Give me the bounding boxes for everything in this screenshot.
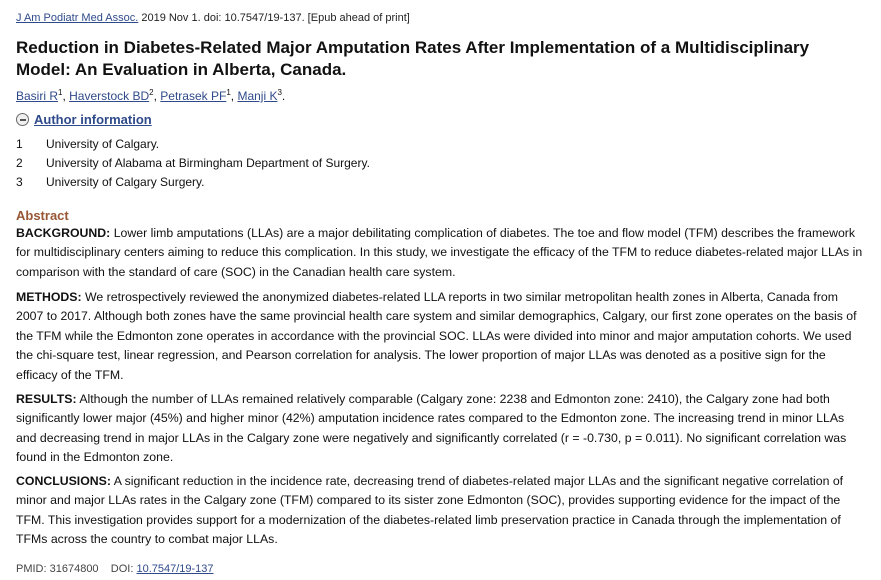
article-title: Reduction in Diabetes-Related Major Amputation Rates After Implementation of a Multidisciplinary Model: An Evaluation in Alberta, Canada. [16,38,810,79]
affiliation-item [16,173,370,192]
section-text: Lower limb amputations (LLAs) are a major debilitating complication of diabetes. The toe and flow model (TFM) describes the framework for multidisciplinary centers aiming to reduce this complication. In this study, we investigate the efficacy of the TFM to reduce diabetes-related major LLAs in comparison with the standard of care (SOC) in the Canadian health care system. [16,226,863,279]
affiliation-number: 3 [16,175,23,189]
author-link[interactable]: Haverstock BD [69,89,150,103]
journal-link[interactable]: J Am Podiatr Med Assoc. [16,12,139,24]
author-affiliation-number: 1 [226,88,231,97]
section-label: METHODS: [16,290,82,304]
affiliation-list [16,135,370,192]
abstract-background-section [16,224,866,282]
author-affiliation-number: 3 [277,88,282,97]
affiliation-number: 2 [16,156,23,170]
author-link[interactable]: Manji K [237,89,278,103]
footer-identifiers [16,563,214,575]
abstract-conclusions-section [16,472,866,550]
affiliation-text: University of Calgary Surgery. [46,175,205,189]
doi-label: DOI: [110,563,137,575]
section-text: Although the number of LLAs remained relatively comparable (Calgary zone: 2238 and Edmonton zone: 2410), the Calgary zone had both significantly lower major (45%) and higher minor (42%) amputation incidence rates compared to the Edmonton zone. The increasing trend in minor LLAs and decreasing trend in major LLAs in the Calgary zone were negatively and significantly correlated (r = -0.730, p = 0.011). No significant correlation was found in the Edmonton zone. [16,392,847,465]
citation-details: 2019 Nov 1. doi: 10.7547/19-137. [Epub ahead of print] [138,12,410,24]
affiliation-item [16,135,370,154]
author-information-link[interactable]: Author information [34,112,152,127]
affiliation-number: 1 [16,137,23,151]
author-information-toggle[interactable] [16,112,152,127]
pmid: PMID: 31674800 [16,563,99,575]
section-label: BACKGROUND: [16,226,111,240]
abstract-methods-section [16,288,866,385]
minus-circle-icon[interactable] [16,113,29,126]
author-link[interactable]: Petrasek PF [160,89,227,103]
abstract-heading: Abstract [16,208,69,223]
section-text: We retrospectively reviewed the anonymized diabetes-related LLA reports in two similar metropolitan health zones in Alberta, Canada from 2007 to 2017. Although both zones have the same provincial health care system and similar demographics, Calgary, our first zone operates on the basis of the TFM while the Edmonton zone operates in accordance with the provincial SOC. LLAs were divided into minor and major amputation cohorts. We used the chi-square test, linear regression, and Pearson correlation for analysis. The lower proportion of major LLAs was denoted as a positive sign for the efficacy of the TFM. [16,290,857,382]
author-list: Basiri $R^1$, Haverstock $BD^2$, Petrasek $PF^1$, Manji $K^3$. [16,88,286,103]
affiliation-item [16,154,370,173]
affiliation-text: University of Alabama at Birmingham Department of Surgery. [46,156,370,170]
doi-link[interactable]: 10.7547/19-137 [136,563,214,575]
author-affiliation-number: 2 [149,88,154,97]
section-label: RESULTS: [16,392,77,406]
affiliation-text: University of Calgary. [46,137,160,151]
author-link[interactable]: Basiri R [16,89,59,103]
section-text: A significant reduction in the incidence rate, decreasing trend of diabetes-related major LLAs and the significant negative correlation of minor and major LLAs rates in the Calgary zone (TFM) compared to its sister zone Edmonton (SOC), provides supporting evidence for the impact of the TFM. This investigation provides support for a modernization of the diabetes-related limb preservation practice in Canada through the implementation of TFMs across the country to combat major LLAs. [16,474,844,547]
citation-line [16,12,410,24]
author-affiliation-number: 1 [58,88,63,97]
abstract-results-section [16,390,866,468]
section-label: CONCLUSIONS: [16,474,111,488]
